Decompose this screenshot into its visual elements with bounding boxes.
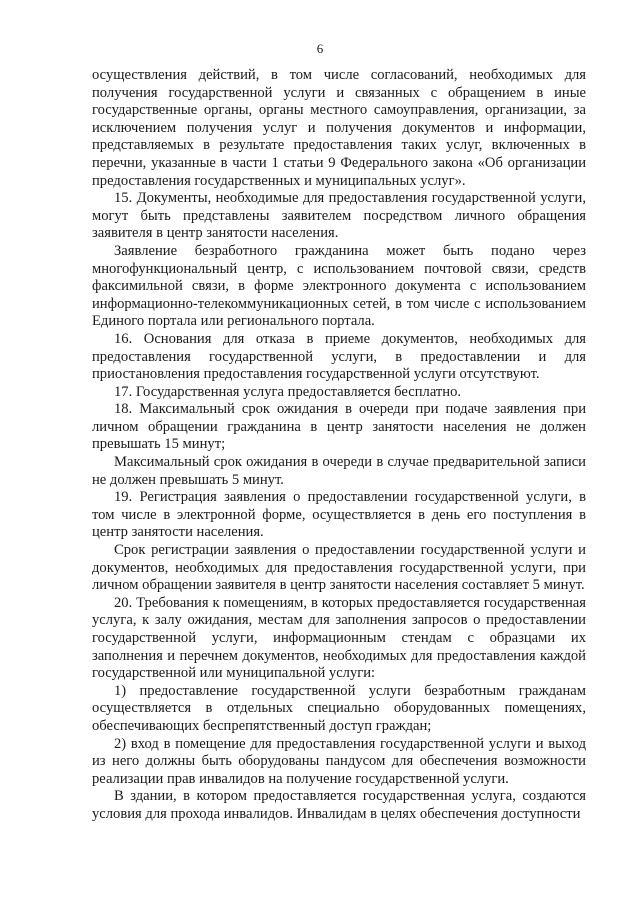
paragraph-20-item-1: 1) предоставление государственной услуги безработным гражданам осуществляется в отдельных специально оборудованных помещениях, обеспечивающих беспрепятственный доступ граждан; (92, 682, 586, 734)
paragraph-20-item-2: 2) вход в помещение для предоставления государственной услуги и выход из него должны быть оборудованы пандусом для обеспечения возможности реализации прав инвалидов на получение государственной услуги. (92, 735, 586, 787)
paragraph-17: 17. Государственная услуга предоставляется бесплатно. (114, 383, 462, 400)
paragraph-18-pre-booking: Максимальный срок ожидания в очереди в случае предварительной записи не должен превышать 5 минут. (92, 454, 586, 488)
paragraph-18: 18. Максимальный срок ожидания в очереди при подаче заявления при личном обращении гражданина в центр занятости населения не должен превышать 15 минут; (92, 401, 586, 453)
paragraph-16: 16. Основания для отказа в приеме документов, необходимых для предоставления государственной услуги, в предоставлении и для приостановления предоставления государственной услуги отсутствуют. (92, 330, 586, 383)
paragraph-15: 15. Документы, необходимые для предоставления государственной услуги, могут быть представлены заявителем посредством личного обращения заявителя в центр занятости населения. (92, 190, 586, 242)
paragraph-19-registration-time: Срок регистрации заявления о предоставлении государственной услуги и документов, необходимых для предоставления государственной услуги, при личном обращении заявителя в центр занятости населения составляет 5 минут. (92, 542, 586, 594)
paragraph-19: 19. Регистрация заявления о предоставлении государственной услуги, в том числе в электронной форме, осуществляется в день его поступления в центр занятости населения. (92, 489, 586, 541)
paragraph-application-submission: Заявление безработного гражданина может быть подано через многофункциональный центр, с использованием почтовой связи, средств факсимильной связи, в форме электронного документа с использованием информационно-телекоммуникационных сетей, в том числе с использованием Единого портала или регионального портала. (92, 242, 586, 330)
paragraph-accessibility: В здании, в котором предоставляется государственная услуга, создаются условия для прохода инвалидов. Инвалидам в целях обеспечения доступности (92, 788, 586, 822)
document-body (92, 67, 586, 824)
paragraph-20: 20. Требования к помещениям, в которых предоставляется государственная услуга, к залу ожидания, местам для заполнения запросов о предоставлении государственной услуги, информационным стендам с образцами их заполнения и перечнем документов, необходимых для предоставления каждой государственной или муниципальной услуги: (92, 594, 586, 682)
page-number: 6 (316, 41, 324, 56)
paragraph-continuation: осуществления действий, в том числе согласований, необходимых для получения государственной услуги и связанных с обращением в иные государственные органы, органы местного самоуправления, организации, за исключением получения услуг и получения документов и информации, представляемых в результате предоставления таких услуг, включенных в перечни, указанные в части 1 статьи 9 Федерального закона «Об организации предоставления государственных и муниципальных услуг». (92, 67, 586, 189)
